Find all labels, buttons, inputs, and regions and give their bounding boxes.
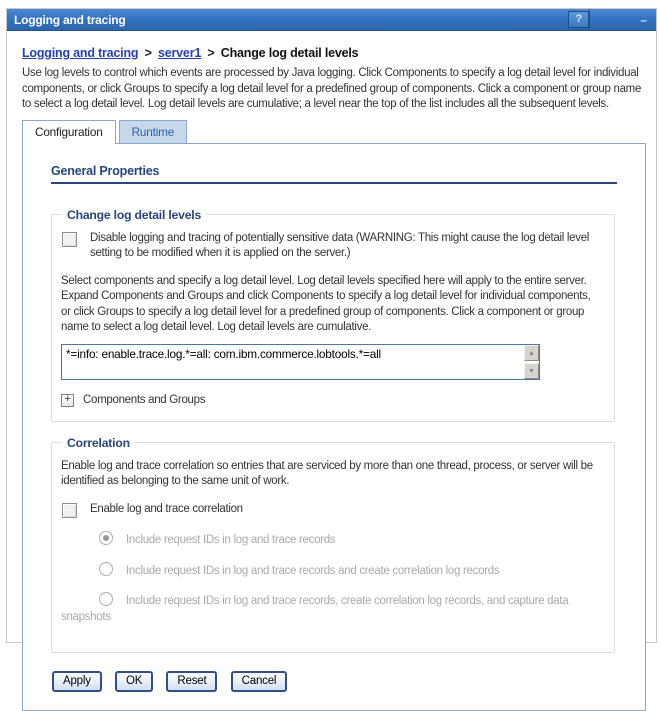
tab-runtime[interactable]: Runtime <box>119 120 188 143</box>
radio-option-label: Include request IDs in log and trace records and create correlation log records <box>126 565 499 577</box>
logging-and-tracing-dialog <box>6 8 657 643</box>
change-log-detail-levels-title: Change log detail levels <box>62 208 206 222</box>
correlation-title: Correlation <box>62 436 135 450</box>
breadcrumb-current-page: Change log detail levels <box>221 46 359 60</box>
scroll-down-icon[interactable]: ▼ <box>524 363 539 379</box>
dialog-content <box>7 31 656 711</box>
reset-button[interactable]: Reset <box>166 671 217 692</box>
breadcrumb-separator: > <box>207 46 214 60</box>
help-icon[interactable]: ? <box>568 11 589 28</box>
ok-button[interactable]: OK <box>115 671 153 692</box>
titlebar-divider <box>589 9 590 30</box>
radio-option-label: Include request IDs in log and trace records, create correlation log records, and capture data snapshots <box>61 595 568 623</box>
enable-correlation-label: Enable log and trace correlation <box>90 503 243 515</box>
change-log-detail-levels-section <box>51 208 615 422</box>
action-buttons <box>52 671 631 692</box>
disable-sensitive-data-row <box>61 231 600 262</box>
breadcrumb <box>22 46 648 60</box>
dialog-title: Logging and tracing <box>7 13 568 27</box>
enable-correlation-row <box>61 502 600 518</box>
correlation-description: Enable log and trace correlation so entries that are serviced by more than one thread, process, or server will be identified as belonging to the same unit of work. <box>61 459 600 490</box>
disable-sensitive-data-checkbox[interactable] <box>62 232 77 247</box>
dialog-titlebar <box>7 9 656 31</box>
radio-include-request-ids[interactable] <box>99 531 113 545</box>
page-description: Use log levels to control which events are processed by Java logging. Click Components to specify a log detail level for individual components, or click Groups to specify a log detail level for a predefined group of components. Click a component or group name to select a log detail level. Log detail levels are cumulative; a level near the top of the list includes all the subsequent levels. <box>22 66 648 113</box>
breadcrumb-separator: > <box>145 46 152 60</box>
radio-capture-data-snapshots[interactable] <box>99 592 113 606</box>
correlation-option-row <box>61 592 600 625</box>
expand-plus-icon[interactable]: + <box>61 394 74 407</box>
configuration-panel <box>22 143 646 711</box>
breadcrumb-link-logging-and-tracing[interactable]: Logging and tracing <box>22 46 138 60</box>
radio-option-label: Include request IDs in log and trace records <box>126 534 335 546</box>
components-and-groups-toggle[interactable] <box>61 394 600 407</box>
trace-field-scrollbar <box>524 345 539 379</box>
cancel-button[interactable]: Cancel <box>231 671 288 692</box>
enable-correlation-checkbox[interactable] <box>62 503 77 518</box>
general-properties-heading: General Properties <box>51 164 617 184</box>
components-and-groups-label: Components and Groups <box>83 394 205 406</box>
log-levels-description: Select components and specify a log detail level. Log detail levels specified here will apply to the entire server. Expand Components and Groups and click Components to specify a log detail level for individual components, or click Groups to specify a log detail level for a predefined group of components. Click a component or group name to select a log detail level. Log detail levels are cumulative. <box>61 274 600 336</box>
disable-sensitive-data-label: Disable logging and tracing of potentially sensitive data (WARNING: This might cause the log detail level setting to be modified when it is applied on the server.) <box>90 232 589 260</box>
correlation-option-row <box>61 531 600 549</box>
minimize-icon[interactable]: – <box>640 15 656 25</box>
breadcrumb-link-server1[interactable]: server1 <box>158 46 201 60</box>
tab-bar <box>22 120 648 143</box>
tab-configuration[interactable]: Configuration <box>22 120 116 144</box>
scroll-up-icon[interactable]: ▲ <box>524 345 539 361</box>
radio-create-correlation-records[interactable] <box>99 562 113 576</box>
apply-button[interactable]: Apply <box>52 671 102 692</box>
correlation-section <box>51 436 615 654</box>
trace-specification-input[interactable]: *=info: enable.trace.log.*=all: com.ibm.commerce.lobtools.*=all <box>62 345 524 379</box>
trace-specification-field <box>61 344 540 380</box>
correlation-option-row <box>61 562 600 580</box>
